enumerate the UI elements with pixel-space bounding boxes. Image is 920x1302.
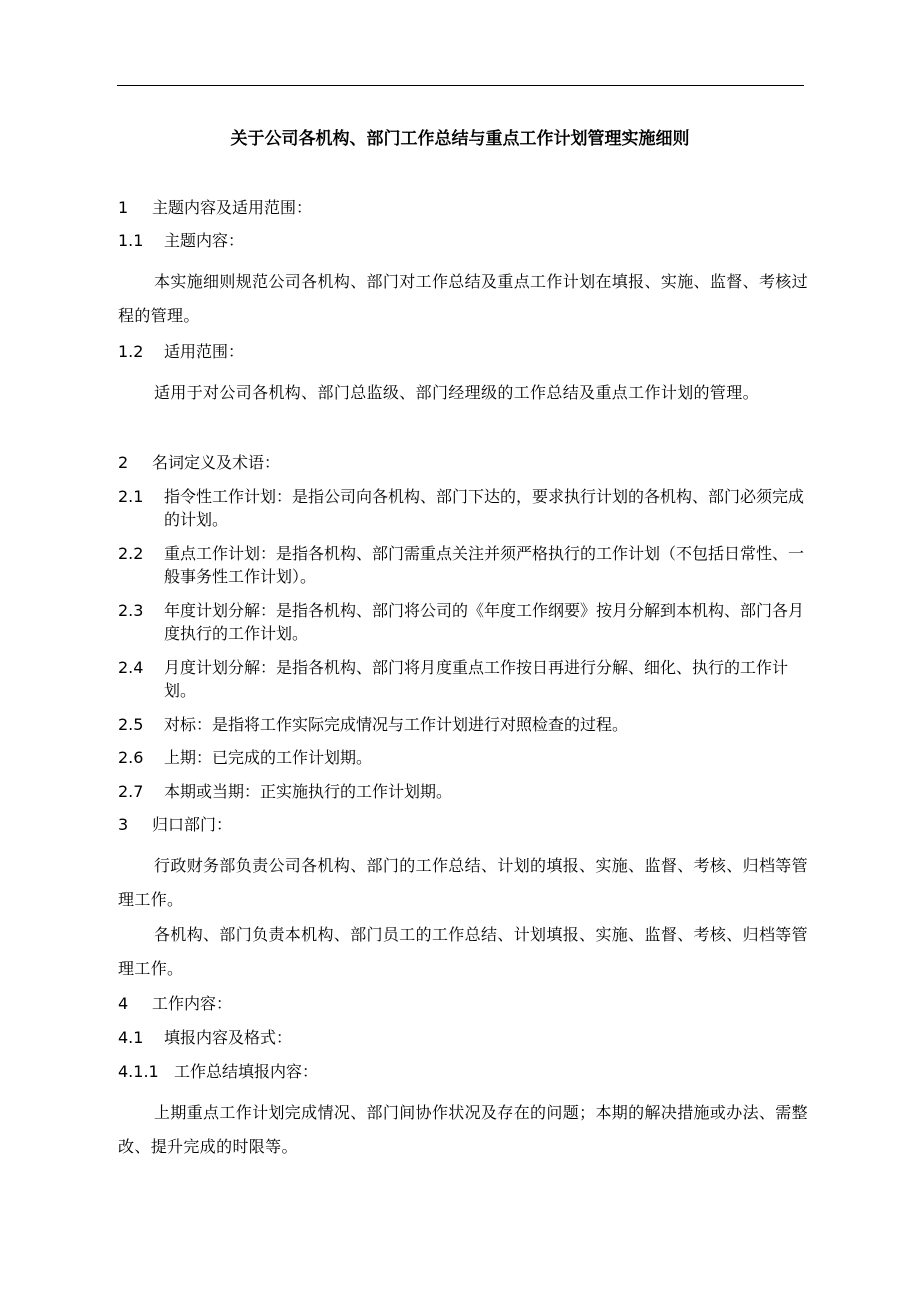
definition-item <box>118 656 808 702</box>
section-4-1-1-heading <box>118 1061 318 1083</box>
section-3-heading <box>118 814 232 836</box>
definition-text: 月度计划分解：是指各机构、部门将月度重点工作按日再进行分解、细化、执行的工作计划。 <box>164 658 789 700</box>
definition-item <box>118 542 808 588</box>
section-1-heading <box>118 197 312 219</box>
paragraph-1-2: 适用于对公司各机构、部门总监级、部门经理级的工作总结及重点工作计划的管理。 <box>154 383 759 402</box>
section-title: 填报内容及格式： <box>164 1028 293 1047</box>
definition-item <box>118 485 808 531</box>
definition-number: 2.2 <box>118 544 144 563</box>
definition-item <box>118 713 808 736</box>
section-number: 1.2 <box>118 342 144 361</box>
section-number: 1 <box>118 198 129 217</box>
definition-text: 本期或当期：正实施执行的工作计划期。 <box>164 782 453 801</box>
definition-number: 2.6 <box>118 748 144 767</box>
section-number: 4.1 <box>118 1028 144 1047</box>
section-4-1-heading <box>118 1027 292 1049</box>
header-rule <box>117 85 804 86</box>
section-title: 归口部门： <box>152 815 233 834</box>
section-1-2-heading <box>118 341 244 363</box>
definition-text: 重点工作计划：是指各机构、部门需重点关注并须严格执行的工作计划（不包括日常性、一般事务性工作计划）。 <box>164 544 805 586</box>
section-number: 3 <box>118 815 129 834</box>
definition-number: 2.3 <box>118 601 144 620</box>
paragraph-3-b: 各机构、部门负责本机构、部门员工的工作总结、计划填报、实施、监督、考核、归档等管理工作。 <box>118 925 809 978</box>
section-2-heading <box>118 452 280 474</box>
definition-text: 年度计划分解：是指各机构、部门将公司的《年度工作纲要》按月分解到本机构、部门各月度执行的工作计划。 <box>164 601 805 643</box>
definition-item <box>118 746 808 769</box>
definition-text: 指令性工作计划：是指公司向各机构、部门下达的，要求执行计划的各机构、部门必须完成的计划。 <box>164 487 805 529</box>
section-number: 4 <box>118 994 129 1013</box>
definition-item <box>118 780 808 803</box>
section-title: 适用范围： <box>164 342 245 361</box>
definition-text: 对标：是指将工作实际完成情况与工作计划进行对照检查的过程。 <box>164 715 629 734</box>
definition-number: 2.4 <box>118 658 144 677</box>
document-title: 关于公司各机构、部门工作总结与重点工作计划管理实施细则 <box>230 129 690 149</box>
definition-number: 2.5 <box>118 715 144 734</box>
definition-number: 2.1 <box>118 487 144 506</box>
section-title: 主题内容及适用范围： <box>152 198 313 217</box>
section-number: 4.1.1 <box>118 1062 159 1081</box>
paragraph-4-1-1: 上期重点工作计划完成情况、部门间协作状况及存在的问题；本期的解决措施或办法、需整改、提升完成的时限等。 <box>118 1103 809 1156</box>
section-number: 1.1 <box>118 231 144 250</box>
paragraph-1-1: 本实施细则规范公司各机构、部门对工作总结及重点工作计划在填报、实施、监督、考核过程的管理。 <box>118 272 809 325</box>
section-title: 主题内容： <box>164 231 245 250</box>
section-title: 工作总结填报内容： <box>174 1062 319 1081</box>
definition-item <box>118 599 808 645</box>
paragraph-3-a: 行政财务部负责公司各机构、部门的工作总结、计划的填报、实施、监督、考核、归档等管理工作。 <box>118 856 809 909</box>
section-4-heading <box>118 993 232 1015</box>
section-title: 名词定义及术语： <box>152 453 281 472</box>
definition-number: 2.7 <box>118 782 144 801</box>
definition-text: 上期：已完成的工作计划期。 <box>164 748 373 767</box>
section-title: 工作内容： <box>152 994 233 1013</box>
section-1-1-heading <box>118 230 244 252</box>
section-number: 2 <box>118 453 129 472</box>
